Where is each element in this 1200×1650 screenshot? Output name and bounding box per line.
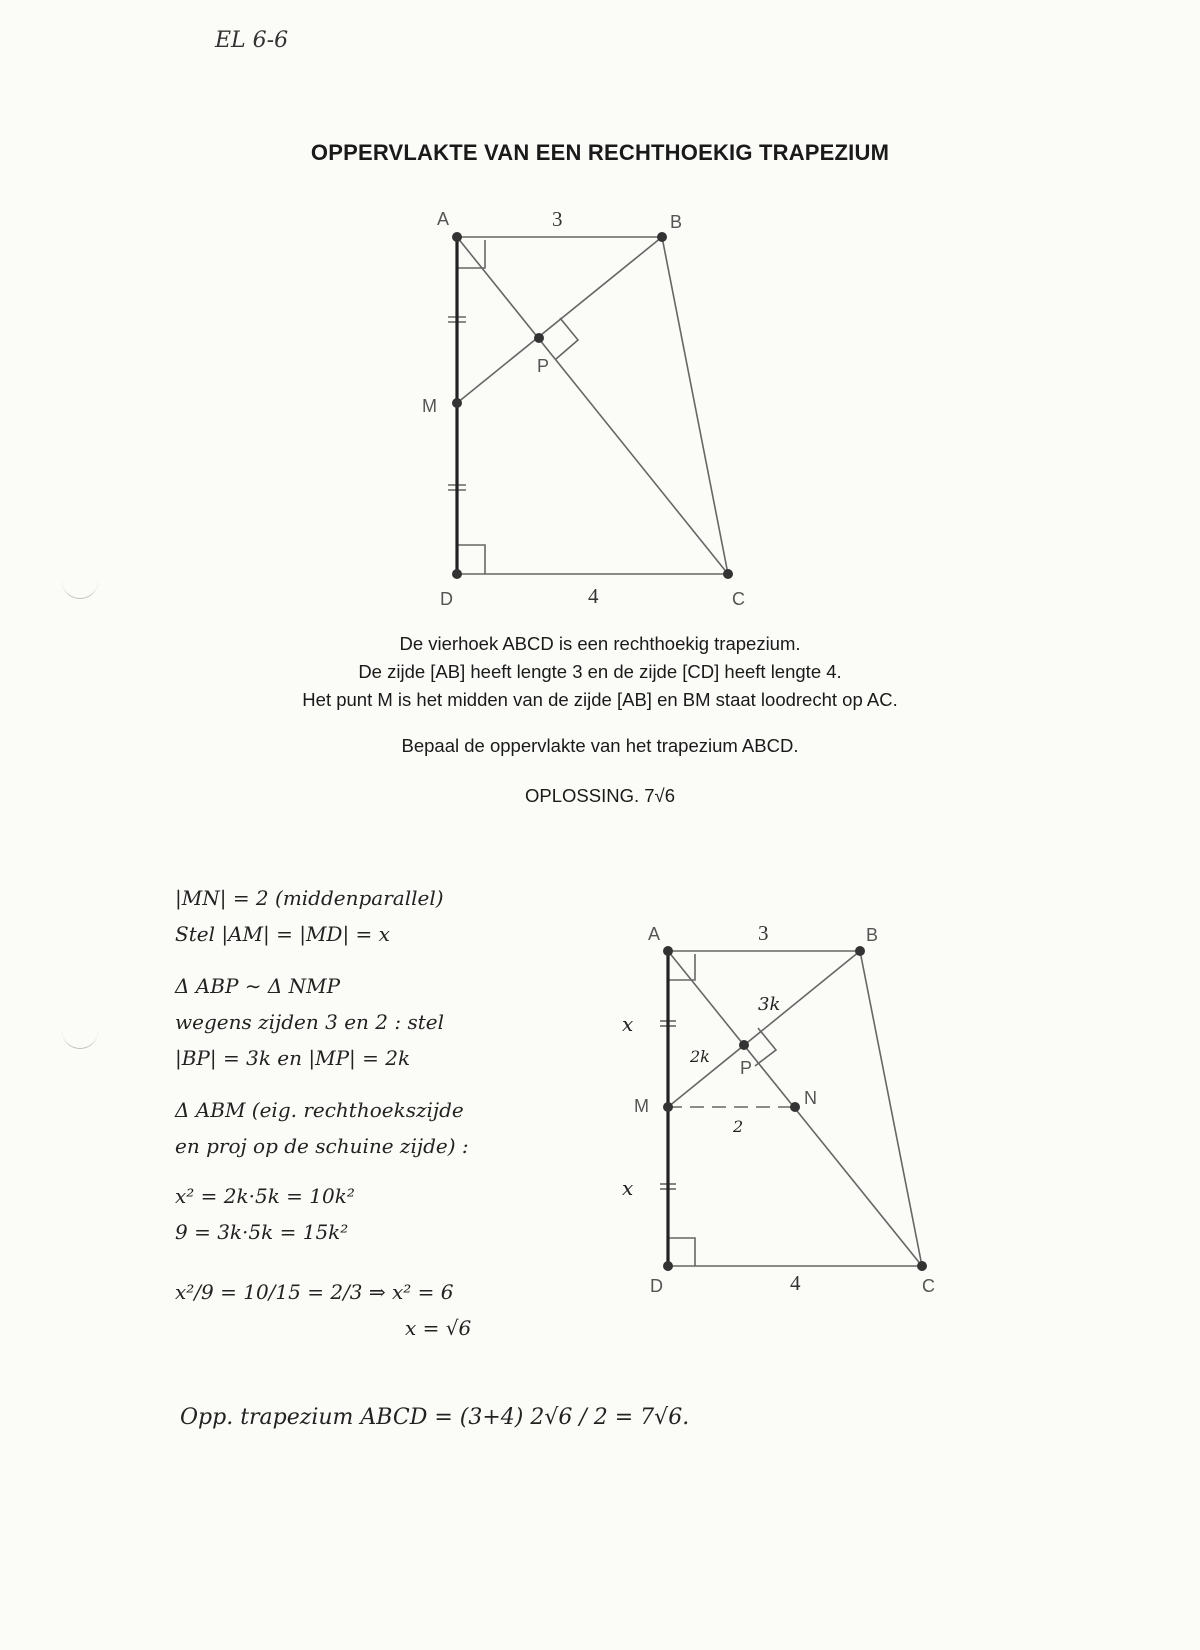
problem-line-1: De vierhoek ABCD is een rechthoekig trapezium. (399, 633, 801, 654)
label-bp: 3k (758, 994, 781, 1015)
note-line: |MN| = 2 (middenparallel) (175, 886, 444, 910)
label-am: x (622, 1012, 634, 1036)
note-line: wegens zijden 3 en 2 : stel (175, 1010, 444, 1034)
label-c: C (732, 589, 745, 609)
problem-question: Bepaal de oppervlakte van het trapezium ABCD. (401, 735, 799, 756)
note-line: Δ ABP ∼ Δ NMP (175, 974, 341, 998)
label-p-2: P (740, 1058, 753, 1078)
note-line: 9 = 3k·5k = 15k² (175, 1220, 349, 1244)
label-p: P (537, 356, 550, 376)
note-line: Δ ABM (eig. rechthoekszijde (175, 1098, 464, 1122)
length-cd: 4 (588, 584, 599, 608)
label-m: M (422, 396, 437, 416)
label-mn: 2 (733, 1117, 744, 1136)
label-md: x (622, 1176, 634, 1200)
final-area-calculation: Opp. trapezium ABCD = (3+4) 2√6 / 2 = 7√6. (180, 1405, 690, 1430)
label-b-2: B (866, 925, 879, 945)
note-line: en proj op de schuine zijde) : (175, 1134, 469, 1158)
problem-line-3: Het punt M is het midden van de zijde [AB] en BM staat loodrecht op AC. (302, 689, 898, 710)
note-line: x²/9 = 10/15 = 2/3 ⇒ x² = 6 (175, 1280, 454, 1304)
label-d-2: D (650, 1276, 663, 1296)
label-a-2: A (648, 924, 661, 944)
label-b: B (670, 212, 683, 232)
label-a: A (437, 209, 450, 229)
label-c-2: C (922, 1276, 935, 1296)
note-line: x = √6 (405, 1316, 472, 1340)
length-ab-2: 3 (758, 921, 769, 945)
note-line: Stel |AM| = |MD| = x (175, 922, 390, 946)
handwritten-solution (175, 880, 645, 1346)
length-ab: 3 (552, 207, 563, 231)
label-mp: 2k (690, 1047, 710, 1066)
note-line: x² = 2k·5k = 10k² (175, 1184, 355, 1208)
label-d: D (440, 589, 453, 609)
label-m-2: M (634, 1096, 649, 1116)
page-title: OPPERVLAKTE VAN EEN RECHTHOEKIG TRAPEZIUM (310, 140, 890, 165)
document-code: EL 6-6 (215, 28, 289, 53)
label-n: N (804, 1088, 817, 1108)
note-line: |BP| = 3k en |MP| = 2k (175, 1046, 411, 1070)
problem-line-2: De zijde [AB] heeft lengte 3 en de zijde [CD] heeft lengte 4. (358, 661, 842, 682)
solution-answer: OPLOSSING. 7√6 (525, 785, 675, 806)
length-cd-2: 4 (790, 1271, 801, 1295)
